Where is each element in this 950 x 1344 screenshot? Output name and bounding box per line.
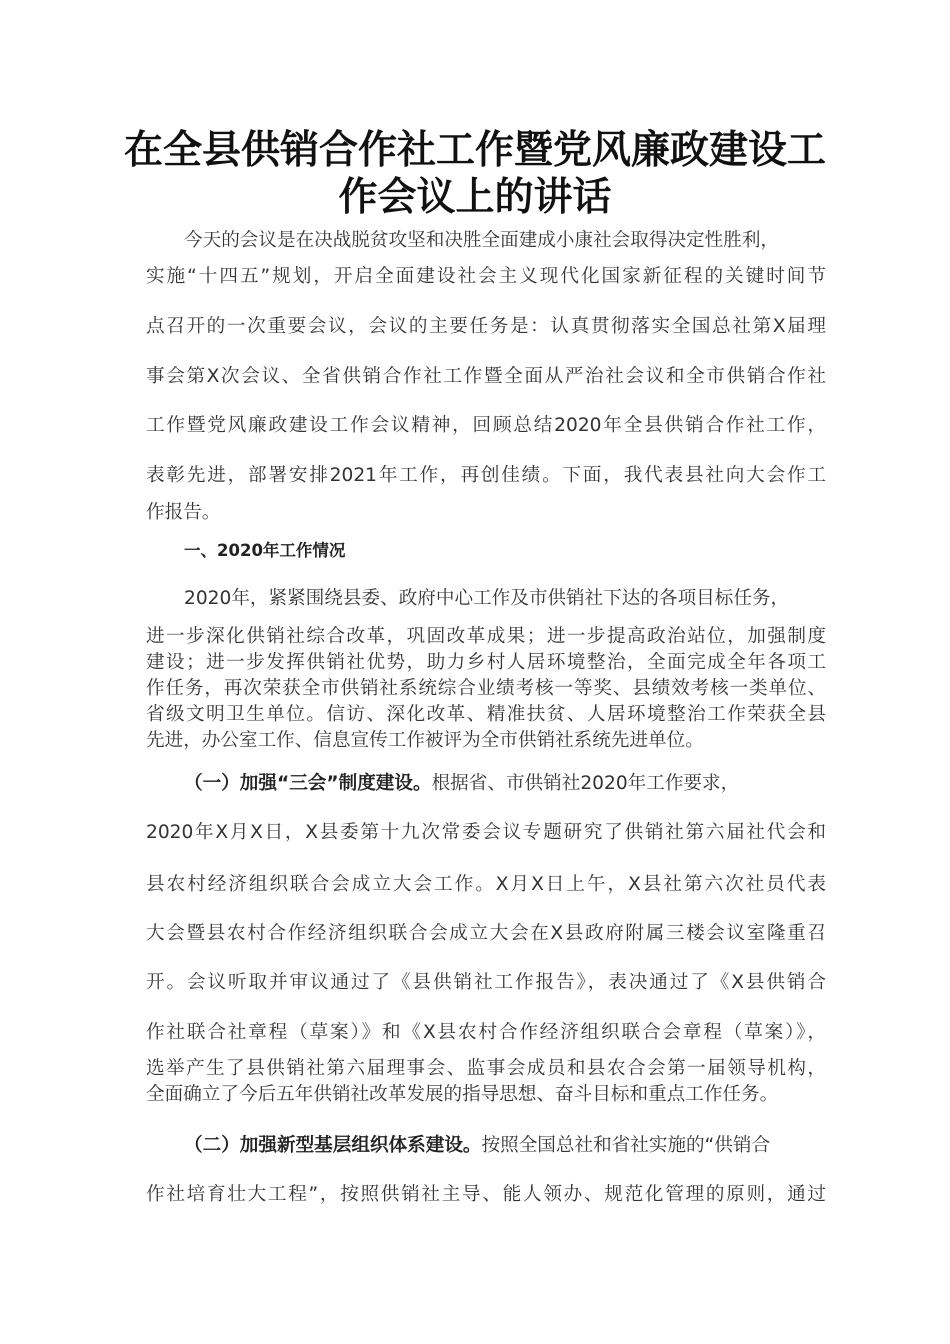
section1-line: 作任务，再次荣获全市供销社系统综合业绩考核一等奖、县绩效考核一类单位、 [146, 678, 826, 699]
document-title-line-1: 在全县供销合作社工作暨党风廉政建设工 [123, 127, 826, 173]
subsection2-text: 按照全国总社和省社实施的“供销合 [481, 1135, 771, 1156]
subsection2-line: 作社培育壮大工程”，按照供销社主导、能人领办、规范化管理的原则，通过 [146, 1184, 826, 1205]
subsection1-line: 县农村经济组织联合会成立大会工作。X月X日上午，X县社第六次社员代表 [146, 874, 826, 895]
intro-line: 点召开的一次重要会议，会议的主要任务是：认真贯彻落实全国总社第X届理 [146, 316, 826, 337]
intro-line: 表彰先进，部署安排2021年工作，再创佳绩。下面，我代表县社向大会作工 [146, 465, 826, 486]
subsection1-line: 作社联合社章程（草案）》和《X县农村合作经济组织联合会章程（草案）》， [146, 1022, 826, 1043]
section1-line: 2020年，紧紧围绕县委、政府中心工作及市供销社下达的各项目标任务， [184, 588, 790, 609]
subsection1-line: 开。会议听取并审议通过了《县供销社工作报告》，表决通过了《X县供销合 [146, 972, 826, 993]
section1-line: 先进，办公室工作、信息宣传工作被评为全市供销社系统先进单位。 [146, 730, 704, 751]
document-title-line-2: 作会议上的讲话 [338, 174, 612, 220]
intro-line: 工作暨党风廉政建设工作会议精神，回顾总结2020年全县供销合作社工作， [146, 415, 826, 436]
subsection2-first-line [184, 1133, 826, 1159]
intro-line: 事会第X次会议、全省供销合作社工作暨全面从严治社会议和全市供销合作社 [146, 366, 826, 387]
section1-line: 进一步深化供销社综合改革，巩固改革成果；进一步提高政治站位，加强制度 [146, 626, 826, 647]
subsection1-line: 全面确立了今后五年供销社改革发展的指导思想、奋斗目标和重点工作任务。 [146, 1084, 779, 1105]
section1-line: 省级文明卫生单位。信访、深化改革、精准扶贫、人居环境整治工作荣获全县 [146, 704, 826, 725]
subsection1-heading: （一）加强“三会”制度建设。 [184, 773, 432, 794]
intro-line: 作报告。 [146, 502, 221, 523]
subsection1-first-line [184, 771, 826, 797]
section-heading: 一、2020年工作情况 [184, 541, 346, 560]
subsection1-line: 选举产生了县供销社第六届理事会、监事会成员和县农合会第一届领导机构， [146, 1058, 826, 1079]
section1-line: 建设；进一步发挥供销社优势，助力乡村人居环境整治，全面完成全年各项工 [146, 652, 826, 673]
subsection1-line: 2020年X月X日，X县委第十九次常委会议专题研究了供销社第六届社代会和 [146, 822, 826, 843]
subsection2-heading: （二）加强新型基层组织体系建设。 [184, 1135, 482, 1156]
intro-line: 今天的会议是在决战脱贫攻坚和决胜全面建成小康社会取得决定性胜利， [184, 230, 780, 251]
subsection1-line: 大会暨县农村合作经济组织联合会成立大会在X县政府附属三楼会议室隆重召 [146, 923, 826, 944]
intro-line: 实施“十四五”规划，开启全面建设社会主义现代化国家新征程的关键时间节 [146, 266, 826, 287]
subsection1-text: 根据省、市供销社2020年工作要求， [431, 773, 740, 794]
